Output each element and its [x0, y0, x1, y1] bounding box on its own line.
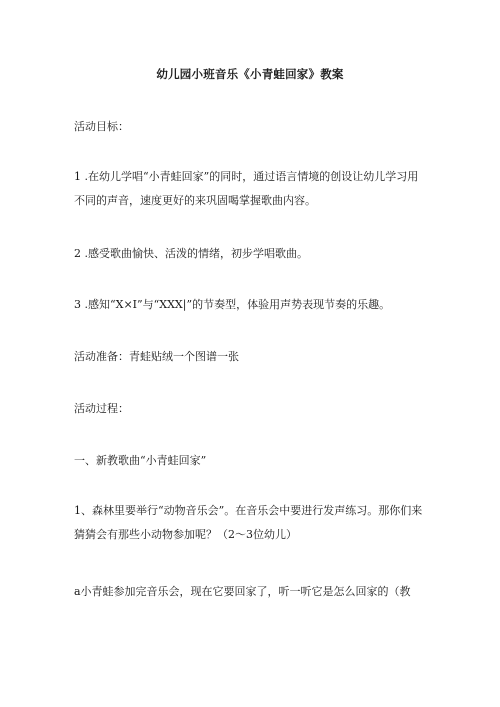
preparation-text: 活动准备：青蛙贴绒一个图谱一张: [74, 350, 239, 363]
step-1-heading: 一、新教歌曲“小青蛙回家”: [74, 454, 207, 467]
goal-item-3: 3 .感知“X×I”与“XXX|”的节奏型，体验用声势表现节奏的乐趣。: [74, 298, 391, 311]
section-heading-process: 活动过程：: [74, 402, 129, 415]
step-1-1-line-2: 猜猜会有那些小动物参加呢？（2～3位幼儿）: [74, 528, 297, 541]
step-1-1: [74, 499, 446, 547]
goal-item-1-line-2: 不同的声音，速度更好的来巩固喝掌握歌曲内容。: [74, 194, 316, 207]
section-heading-goals: 活动目标：: [74, 120, 129, 133]
goal-item-2: 2 .感受歌曲愉快、活泼的情绪，初步学唱歌曲。: [74, 247, 308, 260]
document-title: 幼儿园小班音乐《小青蛙回家》教案: [156, 67, 344, 81]
step-1-1-line-1: 1、森林里要举行“动物音乐会”。在音乐会中要进行发声练习。那你们来: [74, 504, 423, 517]
goal-item-1: [74, 165, 446, 213]
step-a: a小青蛙参加完音乐会，现在它要回家了，听一听它是怎么回家的（教: [74, 585, 411, 598]
goal-item-1-line-1: 1 .在幼儿学唱“小青蛙回家”的同时，通过语言情境的创设让幼儿学习用: [74, 170, 419, 183]
